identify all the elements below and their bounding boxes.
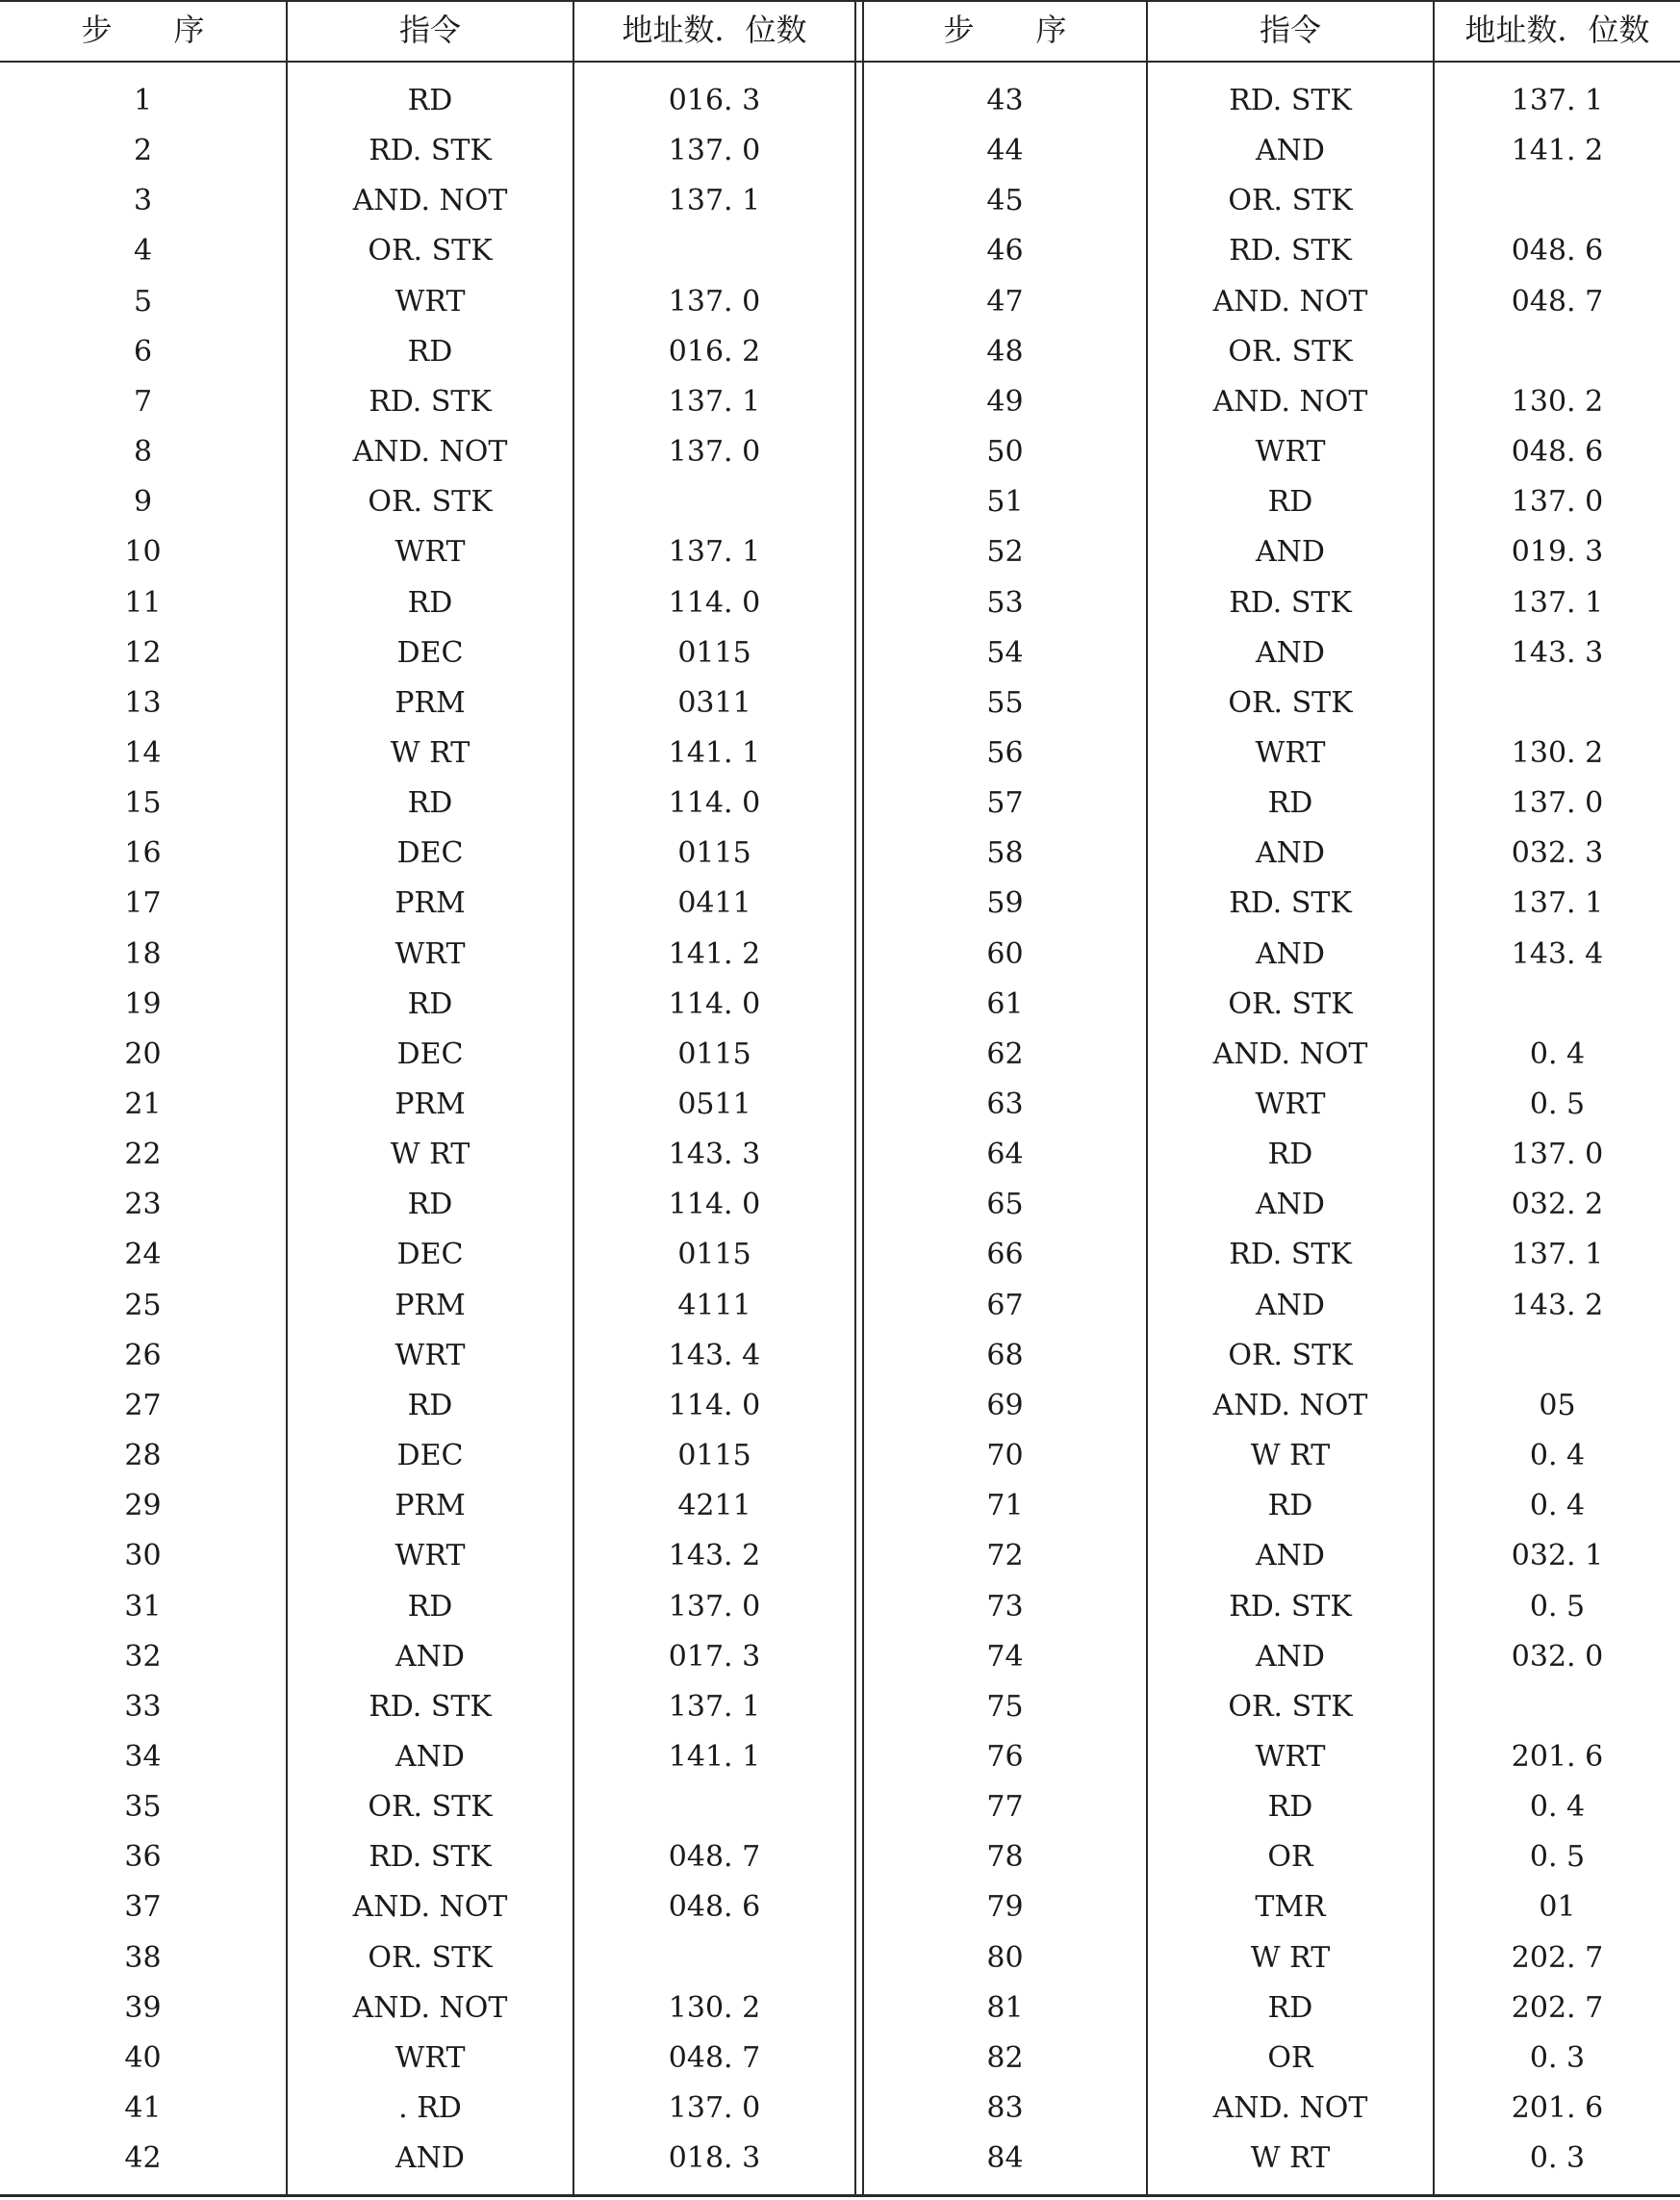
instruction-cell: WRT bbox=[395, 1539, 466, 1573]
instruction-cell: WRT bbox=[1255, 1740, 1326, 1774]
step-cell: 12 bbox=[124, 636, 162, 670]
step-cell: 67 bbox=[986, 1289, 1024, 1322]
address-cell: 0115 bbox=[677, 636, 751, 670]
step-cell: 45 bbox=[986, 184, 1024, 217]
instruction-cell: OR. STK bbox=[368, 485, 493, 519]
instruction-cell: AND bbox=[1256, 1640, 1325, 1674]
header-address-right: 地址数．位数 bbox=[1464, 12, 1650, 48]
address-cell: 141. 2 bbox=[1511, 134, 1604, 167]
step-cell: 39 bbox=[124, 1991, 162, 2025]
step-cell: 48 bbox=[986, 335, 1024, 369]
instruction-cell: W RT bbox=[390, 736, 471, 770]
address-cell: 032. 0 bbox=[1511, 1640, 1604, 1674]
address-cell: 143. 2 bbox=[668, 1539, 761, 1573]
instruction-cell: DEC bbox=[396, 836, 464, 870]
address-cell: 0. 4 bbox=[1529, 1037, 1586, 1071]
instruction-cell: RD bbox=[407, 335, 453, 369]
address-cell: 01 bbox=[1539, 1890, 1576, 1924]
step-cell: 82 bbox=[986, 2041, 1024, 2075]
instruction-cell: AND bbox=[1256, 134, 1325, 167]
step-cell: 81 bbox=[986, 1991, 1024, 2025]
step-cell: 52 bbox=[986, 535, 1024, 569]
address-cell: 137. 0 bbox=[668, 435, 761, 469]
instruction-cell: RD. STK bbox=[1229, 1590, 1352, 1624]
address-cell: 0. 5 bbox=[1529, 1087, 1586, 1121]
instruction-cell: RD. STK bbox=[1229, 234, 1352, 268]
step-cell: 6 bbox=[133, 335, 153, 369]
address-cell: 137. 1 bbox=[1511, 886, 1604, 920]
step-cell: 4 bbox=[133, 234, 153, 268]
step-cell: 30 bbox=[124, 1539, 162, 1573]
step-cell: 33 bbox=[124, 1690, 162, 1724]
address-cell bbox=[1435, 1682, 1680, 1732]
instruction-cell: OR. STK bbox=[368, 1790, 493, 1824]
step-cell: 73 bbox=[986, 1590, 1024, 1624]
step-cell: 15 bbox=[124, 786, 162, 820]
address-cell: 143. 4 bbox=[668, 1339, 761, 1372]
instruction-cell: WRT bbox=[1255, 1087, 1326, 1121]
address-cell: 143. 3 bbox=[668, 1138, 761, 1171]
instruction-cell: AND bbox=[395, 1640, 465, 1674]
address-cell bbox=[1435, 980, 1680, 1030]
instruction-cell: RD. STK bbox=[369, 134, 492, 167]
instruction-cell: RD. STK bbox=[369, 385, 492, 419]
step-cell: 51 bbox=[986, 485, 1024, 519]
instruction-cell: RD. STK bbox=[369, 1840, 492, 1874]
step-cell: 58 bbox=[986, 836, 1024, 870]
instruction-cell: PRM bbox=[395, 686, 466, 720]
step-cell: 40 bbox=[124, 2041, 162, 2075]
address-cell: 0. 5 bbox=[1529, 1840, 1586, 1874]
address-cell: 202. 7 bbox=[1511, 1941, 1604, 1975]
address-cell bbox=[1435, 678, 1680, 729]
address-cell: 0115 bbox=[677, 836, 751, 870]
address-cell: 4211 bbox=[677, 1489, 751, 1522]
step-cell: 50 bbox=[986, 435, 1024, 469]
address-cell bbox=[574, 226, 854, 276]
address-cell: 019. 3 bbox=[1511, 535, 1604, 569]
address-cell bbox=[1435, 327, 1680, 377]
step-cell: 47 bbox=[986, 285, 1024, 319]
address-cell: 114. 0 bbox=[668, 786, 761, 820]
address-cell: 4111 bbox=[677, 1289, 751, 1322]
step-cell: 63 bbox=[986, 1087, 1024, 1121]
step-cell: 13 bbox=[124, 686, 162, 720]
address-cell: 137. 1 bbox=[668, 535, 761, 569]
instruction-cell: RD. STK bbox=[1229, 886, 1352, 920]
step-cell: 21 bbox=[124, 1087, 162, 1121]
instruction-cell: AND. NOT bbox=[1212, 285, 1368, 319]
address-cell: 032. 3 bbox=[1511, 836, 1604, 870]
address-cell: 143. 3 bbox=[1511, 636, 1604, 670]
address-cell: 0115 bbox=[677, 1439, 751, 1472]
step-cell: 69 bbox=[986, 1389, 1024, 1422]
step-cell: 32 bbox=[124, 1640, 162, 1674]
address-cell: 201. 6 bbox=[1511, 2091, 1604, 2125]
step-cell: 44 bbox=[986, 134, 1024, 167]
step-cell: 38 bbox=[124, 1941, 162, 1975]
step-cell: 80 bbox=[986, 1941, 1024, 1975]
address-cell: 114. 0 bbox=[668, 1389, 761, 1422]
step-cell: 14 bbox=[124, 736, 162, 770]
instruction-cell: WRT bbox=[395, 1339, 466, 1372]
instruction-cell: RD bbox=[1267, 786, 1313, 820]
step-cell: 41 bbox=[124, 2091, 162, 2125]
instruction-cell: RD bbox=[407, 1188, 453, 1221]
instruction-cell: TMR bbox=[1255, 1890, 1326, 1924]
step-cell: 79 bbox=[986, 1890, 1024, 1924]
instruction-cell: PRM bbox=[395, 1289, 466, 1322]
address-cell: 048. 6 bbox=[668, 1890, 761, 1924]
header-instruction-right: 指令 bbox=[1259, 12, 1321, 48]
instruction-cell: AND. NOT bbox=[352, 184, 508, 217]
address-cell: 143. 2 bbox=[1511, 1289, 1604, 1322]
step-cell: 2 bbox=[133, 134, 153, 167]
instruction-cell: AND bbox=[1256, 1188, 1325, 1221]
instruction-cell: AND bbox=[395, 1740, 465, 1774]
instruction-cell: WRT bbox=[1255, 736, 1326, 770]
instruction-cell: RD. STK bbox=[369, 1690, 492, 1724]
address-cell: 048. 7 bbox=[668, 2041, 761, 2075]
instruction-cell: AND bbox=[1256, 535, 1325, 569]
address-cell: 0115 bbox=[677, 1037, 751, 1071]
instruction-cell: W RT bbox=[1250, 1439, 1331, 1472]
instruction-cell: PRM bbox=[395, 1087, 466, 1121]
instruction-cell: RD. STK bbox=[1229, 586, 1352, 620]
instruction-cell: OR. STK bbox=[1228, 1339, 1353, 1372]
address-cell: 032. 2 bbox=[1511, 1188, 1604, 1221]
instruction-cell: AND. NOT bbox=[352, 435, 508, 469]
step-cell: 20 bbox=[124, 1037, 162, 1071]
step-cell: 23 bbox=[124, 1188, 162, 1221]
step-cell: 74 bbox=[986, 1640, 1024, 1674]
instruction-cell: AND bbox=[395, 2141, 465, 2175]
instruction-cell: WRT bbox=[1255, 435, 1326, 469]
center-double-rule bbox=[854, 0, 856, 2197]
address-cell: 137. 0 bbox=[1511, 485, 1604, 519]
step-cell: 84 bbox=[986, 2141, 1024, 2175]
step-cell: 10 bbox=[124, 535, 162, 569]
step-cell: 28 bbox=[124, 1439, 162, 1472]
address-cell: 048. 7 bbox=[1511, 285, 1604, 319]
address-cell: 048. 6 bbox=[1511, 234, 1604, 268]
address-cell: 137. 0 bbox=[668, 134, 761, 167]
step-cell: 1 bbox=[133, 84, 153, 117]
instruction-cell: WRT bbox=[395, 285, 466, 319]
step-cell: 18 bbox=[124, 937, 162, 971]
address-cell: 018. 3 bbox=[668, 2141, 761, 2175]
step-cell: 29 bbox=[124, 1489, 162, 1522]
step-cell: 49 bbox=[986, 385, 1024, 419]
step-cell: 64 bbox=[986, 1138, 1024, 1171]
step-cell: 43 bbox=[986, 84, 1024, 117]
instruction-cell: RD bbox=[407, 1590, 453, 1624]
header-rule bbox=[0, 61, 1680, 63]
instruction-cell: RD bbox=[407, 1389, 453, 1422]
step-cell: 77 bbox=[986, 1790, 1024, 1824]
step-cell: 19 bbox=[124, 987, 162, 1021]
address-cell: 137. 1 bbox=[1511, 586, 1604, 620]
step-cell: 16 bbox=[124, 836, 162, 870]
instruction-cell: AND bbox=[1256, 636, 1325, 670]
address-cell: 137. 1 bbox=[668, 1690, 761, 1724]
address-cell: 017. 3 bbox=[668, 1640, 761, 1674]
step-cell: 55 bbox=[986, 686, 1024, 720]
header-step-right: 步 序 bbox=[943, 12, 1067, 48]
step-cell: 42 bbox=[124, 2141, 162, 2175]
instruction-cell: RD. STK bbox=[1229, 1238, 1352, 1271]
step-cell: 46 bbox=[986, 234, 1024, 268]
instruction-cell: AND bbox=[1256, 836, 1325, 870]
instruction-cell: RD. STK bbox=[1229, 84, 1352, 117]
address-cell: 137. 1 bbox=[1511, 84, 1604, 117]
address-cell: 114. 0 bbox=[668, 1188, 761, 1221]
step-cell: 25 bbox=[124, 1289, 162, 1322]
address-cell: 141. 1 bbox=[668, 736, 761, 770]
address-cell: 016. 2 bbox=[668, 335, 761, 369]
instruction-cell: RD bbox=[1267, 1991, 1313, 2025]
address-cell: 0. 3 bbox=[1529, 2041, 1586, 2075]
header-address-left: 地址数．位数 bbox=[622, 12, 807, 48]
instruction-cell: OR. STK bbox=[368, 234, 493, 268]
step-cell: 62 bbox=[986, 1037, 1024, 1071]
step-cell: 75 bbox=[986, 1690, 1024, 1724]
address-cell: 130. 2 bbox=[1511, 385, 1604, 419]
instruction-cell: RD bbox=[407, 84, 453, 117]
instruction-cell: OR. STK bbox=[1228, 184, 1353, 217]
address-cell: 137. 0 bbox=[668, 2091, 761, 2125]
instruction-cell: AND. NOT bbox=[352, 1991, 508, 2025]
instruction-cell: AND bbox=[1256, 937, 1325, 971]
address-cell: 016. 3 bbox=[668, 84, 761, 117]
instruction-cell: RD bbox=[407, 786, 453, 820]
address-cell bbox=[574, 1782, 854, 1832]
address-cell: 0. 4 bbox=[1529, 1439, 1586, 1472]
instruction-cell: RD bbox=[1267, 1489, 1313, 1522]
address-cell: 0115 bbox=[677, 1238, 751, 1271]
step-cell: 56 bbox=[986, 736, 1024, 770]
address-cell: 0. 4 bbox=[1529, 1489, 1586, 1522]
instruction-cell: PRM bbox=[395, 886, 466, 920]
step-cell: 5 bbox=[133, 285, 153, 319]
step-cell: 26 bbox=[124, 1339, 162, 1372]
step-cell: 59 bbox=[986, 886, 1024, 920]
step-cell: 76 bbox=[986, 1740, 1024, 1774]
header-instruction-left: 指令 bbox=[398, 12, 461, 48]
address-cell: 137. 1 bbox=[668, 385, 761, 419]
step-cell: 24 bbox=[124, 1238, 162, 1271]
step-cell: 78 bbox=[986, 1840, 1024, 1874]
address-cell: 05 bbox=[1539, 1389, 1576, 1422]
instruction-cell: AND bbox=[1256, 1539, 1325, 1573]
bottom-rule bbox=[0, 2194, 1680, 2197]
header-step-left: 步 序 bbox=[81, 12, 205, 48]
address-cell: 137. 0 bbox=[1511, 1138, 1604, 1171]
address-cell: 137. 1 bbox=[1511, 1238, 1604, 1271]
address-cell bbox=[1435, 176, 1680, 226]
step-cell: 35 bbox=[124, 1790, 162, 1824]
address-cell: 202. 7 bbox=[1511, 1991, 1604, 2025]
instruction-cell: RD bbox=[407, 586, 453, 620]
instruction-cell: W RT bbox=[1250, 2141, 1331, 2175]
instruction-cell: AND. NOT bbox=[1212, 1389, 1368, 1422]
step-cell: 31 bbox=[124, 1590, 162, 1624]
address-cell: 137. 0 bbox=[668, 285, 761, 319]
instruction-cell: AND. NOT bbox=[1212, 2091, 1368, 2125]
step-cell: 27 bbox=[124, 1389, 162, 1422]
step-cell: 71 bbox=[986, 1489, 1024, 1522]
step-cell: 66 bbox=[986, 1238, 1024, 1271]
address-cell: 114. 0 bbox=[668, 586, 761, 620]
address-cell: 137. 0 bbox=[668, 1590, 761, 1624]
address-cell: 0. 3 bbox=[1529, 2141, 1586, 2175]
step-cell: 65 bbox=[986, 1188, 1024, 1221]
address-cell: 114. 0 bbox=[668, 987, 761, 1021]
step-cell: 3 bbox=[133, 184, 153, 217]
instruction-cell: AND bbox=[1256, 1289, 1325, 1322]
address-cell: 0411 bbox=[677, 886, 751, 920]
address-cell: 0. 4 bbox=[1529, 1790, 1586, 1824]
address-cell: 143. 4 bbox=[1511, 937, 1604, 971]
address-cell bbox=[1435, 1331, 1680, 1381]
instruction-cell: PRM bbox=[395, 1489, 466, 1522]
step-cell: 61 bbox=[986, 987, 1024, 1021]
step-cell: 22 bbox=[124, 1138, 162, 1171]
instruction-cell: RD bbox=[1267, 1138, 1313, 1171]
instruction-cell: OR. STK bbox=[1228, 686, 1353, 720]
step-cell: 17 bbox=[124, 886, 162, 920]
instruction-cell: OR. STK bbox=[1228, 987, 1353, 1021]
step-cell: 36 bbox=[124, 1840, 162, 1874]
instruction-cell: OR bbox=[1267, 2041, 1313, 2075]
instruction-cell: RD bbox=[1267, 1790, 1313, 1824]
instruction-cell: WRT bbox=[395, 2041, 466, 2075]
address-cell: 141. 2 bbox=[668, 937, 761, 971]
instruction-cell: . RD bbox=[398, 2091, 462, 2125]
instruction-cell: WRT bbox=[395, 535, 466, 569]
step-cell: 54 bbox=[986, 636, 1024, 670]
address-cell bbox=[574, 477, 854, 527]
step-cell: 9 bbox=[133, 485, 153, 519]
instruction-cell: AND. NOT bbox=[1212, 1037, 1368, 1071]
address-cell: 201. 6 bbox=[1511, 1740, 1604, 1774]
instruction-cell: RD bbox=[1267, 485, 1313, 519]
instruction-cell: AND. NOT bbox=[1212, 385, 1368, 419]
step-cell: 57 bbox=[986, 786, 1024, 820]
address-cell: 137. 0 bbox=[1511, 786, 1604, 820]
address-cell: 0511 bbox=[677, 1087, 751, 1121]
address-cell: 0. 5 bbox=[1529, 1590, 1586, 1624]
step-cell: 34 bbox=[124, 1740, 162, 1774]
step-cell: 72 bbox=[986, 1539, 1024, 1573]
instruction-cell: DEC bbox=[396, 1037, 464, 1071]
instruction-cell: WRT bbox=[395, 937, 466, 971]
step-cell: 83 bbox=[986, 2091, 1024, 2125]
instruction-cell: OR bbox=[1267, 1840, 1313, 1874]
instruction-cell: OR. STK bbox=[1228, 1690, 1353, 1724]
instruction-cell: DEC bbox=[396, 1238, 464, 1271]
instruction-cell: OR. STK bbox=[368, 1941, 493, 1975]
address-cell: 130. 2 bbox=[1511, 736, 1604, 770]
address-cell: 032. 1 bbox=[1511, 1539, 1604, 1573]
address-cell: 048. 6 bbox=[1511, 435, 1604, 469]
instruction-cell: DEC bbox=[396, 636, 464, 670]
step-cell: 7 bbox=[133, 385, 153, 419]
address-cell: 048. 7 bbox=[668, 1840, 761, 1874]
instruction-cell: AND. NOT bbox=[352, 1890, 508, 1924]
step-cell: 70 bbox=[986, 1439, 1024, 1472]
address-cell: 137. 1 bbox=[668, 184, 761, 217]
step-cell: 37 bbox=[124, 1890, 162, 1924]
instruction-cell: RD bbox=[407, 987, 453, 1021]
address-cell: 130. 2 bbox=[668, 1991, 761, 2025]
instruction-cell: W RT bbox=[390, 1138, 471, 1171]
step-cell: 68 bbox=[986, 1339, 1024, 1372]
address-cell: 0311 bbox=[677, 686, 751, 720]
address-cell: 141. 1 bbox=[668, 1740, 761, 1774]
step-cell: 53 bbox=[986, 586, 1024, 620]
instruction-cell: DEC bbox=[396, 1439, 464, 1472]
address-cell bbox=[574, 1933, 854, 1983]
step-cell: 11 bbox=[124, 586, 162, 620]
step-cell: 60 bbox=[986, 937, 1024, 971]
instruction-cell: W RT bbox=[1250, 1941, 1331, 1975]
step-cell: 8 bbox=[133, 435, 153, 469]
instruction-cell: OR. STK bbox=[1228, 335, 1353, 369]
